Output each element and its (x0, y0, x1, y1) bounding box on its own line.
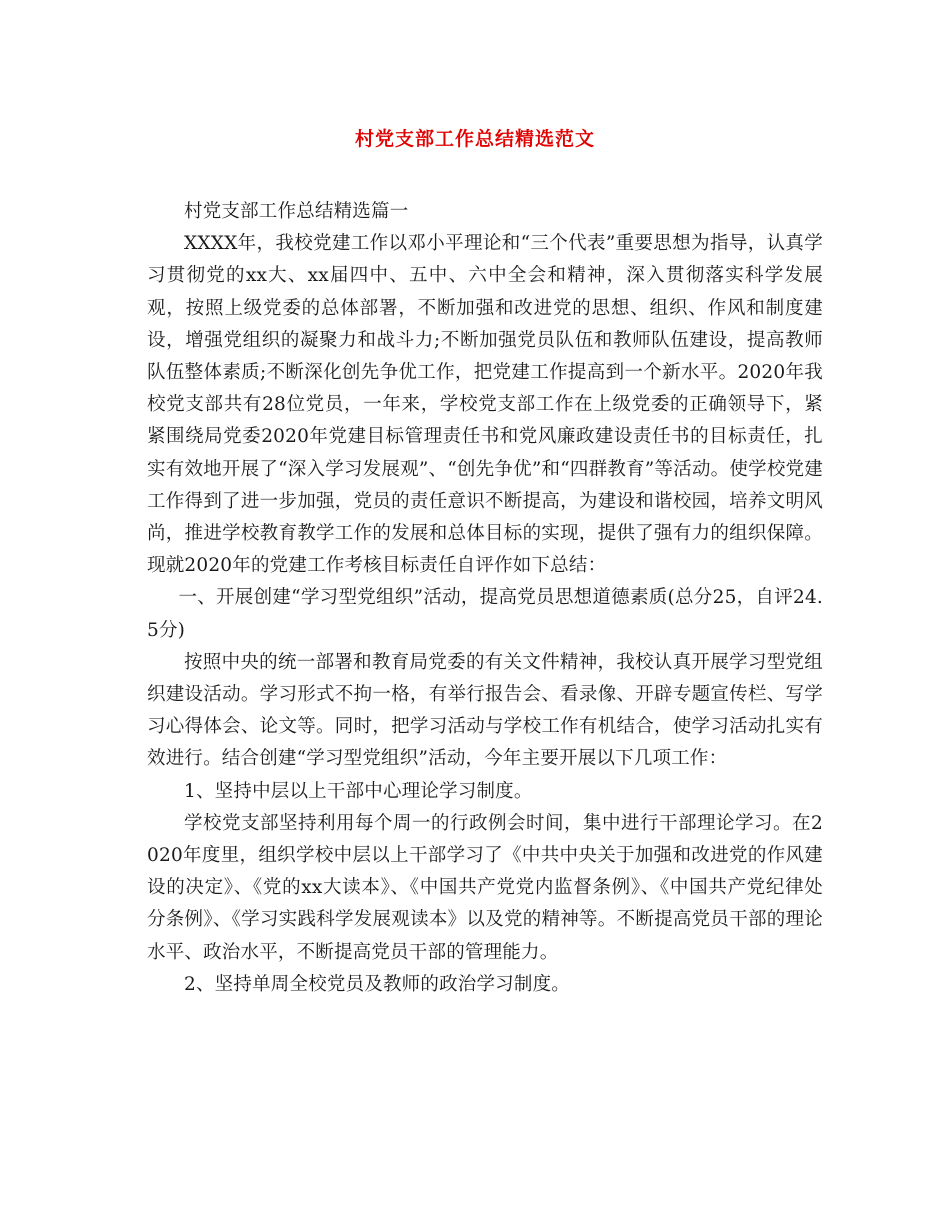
list-item-heading: 1、坚持中层以上干部中心理论学习制度。 (184, 780, 533, 802)
document-title: 村党支部工作总结精选范文 (354, 128, 595, 150)
body-paragraph: 学校党支部坚持利用每个周一的行政例会时间，集中进行干部理论学习。在2020年度里，组织学校中层以上干部学习了《中共中央关于加强和改进党的作风建设的决定》、《党的xx大读本》、《中国共产党党内监督条例》、《中国共产党纪律处分条例》、《学习实践科学发展观读本》以及党的精神等。不断提高党员干部的理论水平、政治水平，不断提高党员干部的管理能力。 (147, 812, 823, 963)
document-body (147, 196, 823, 1001)
list-item-heading: 2、坚持单周全校党员及教师的政治学习制度。 (184, 973, 570, 995)
section-heading: 村党支部工作总结精选篇一 (184, 201, 409, 222)
body-paragraph: XXXX年，我校党建工作以邓小平理论和“三个代表”重要思想为指导，认真学习贯彻党的xx大、xx届四中、五中、六中全会和精神，深入贯彻落实科学发展观，按照上级党委的总体部署，不断加强和改进党的思想、组织、作风和制度建设，增强党组织的凝聚力和战斗力;不断加强党员队伍和教师队伍建设，提高教师队伍整体素质;不断深化创先争优工作，把党建工作提高到一个新水平。2020年我校党支部共有28位党员，一年来，学校党支部工作在上级党委的正确领导下，紧紧围绕局党委2020年党建目标管理责任书和党风廉政建设责任书的目标责任，扎实有效地开展了“深入学习发展观”、“创先争优”和“四群教育”等活动。使学校党建工作得到了进一步加强，党员的责任意识不断提高，为建设和谐校园，培养文明风尚，推进学校教育教学工作的发展和总体目标的实现，提供了强有力的组织保障。现就2020年的党建工作考核目标责任自评作如下总结： (147, 233, 823, 577)
section-heading: 一、开展创建“学习型党组织”活动，提高党员思想道德素质(总分25，自评24.5分) (147, 587, 823, 641)
body-paragraph: 按照中央的统一部署和教育局党委的有关文件精神，我校认真开展学习型党组织建设活动。学习形式不拘一格，有举行报告会、看录像、开辟专题宣传栏、写学习心得体会、论文等。同时，把学习活动与学校工作有机结合，使学习活动扎实有效进行。结合创建“学习型党组织”活动，今年主要开展以下几项工作： (147, 651, 823, 770)
